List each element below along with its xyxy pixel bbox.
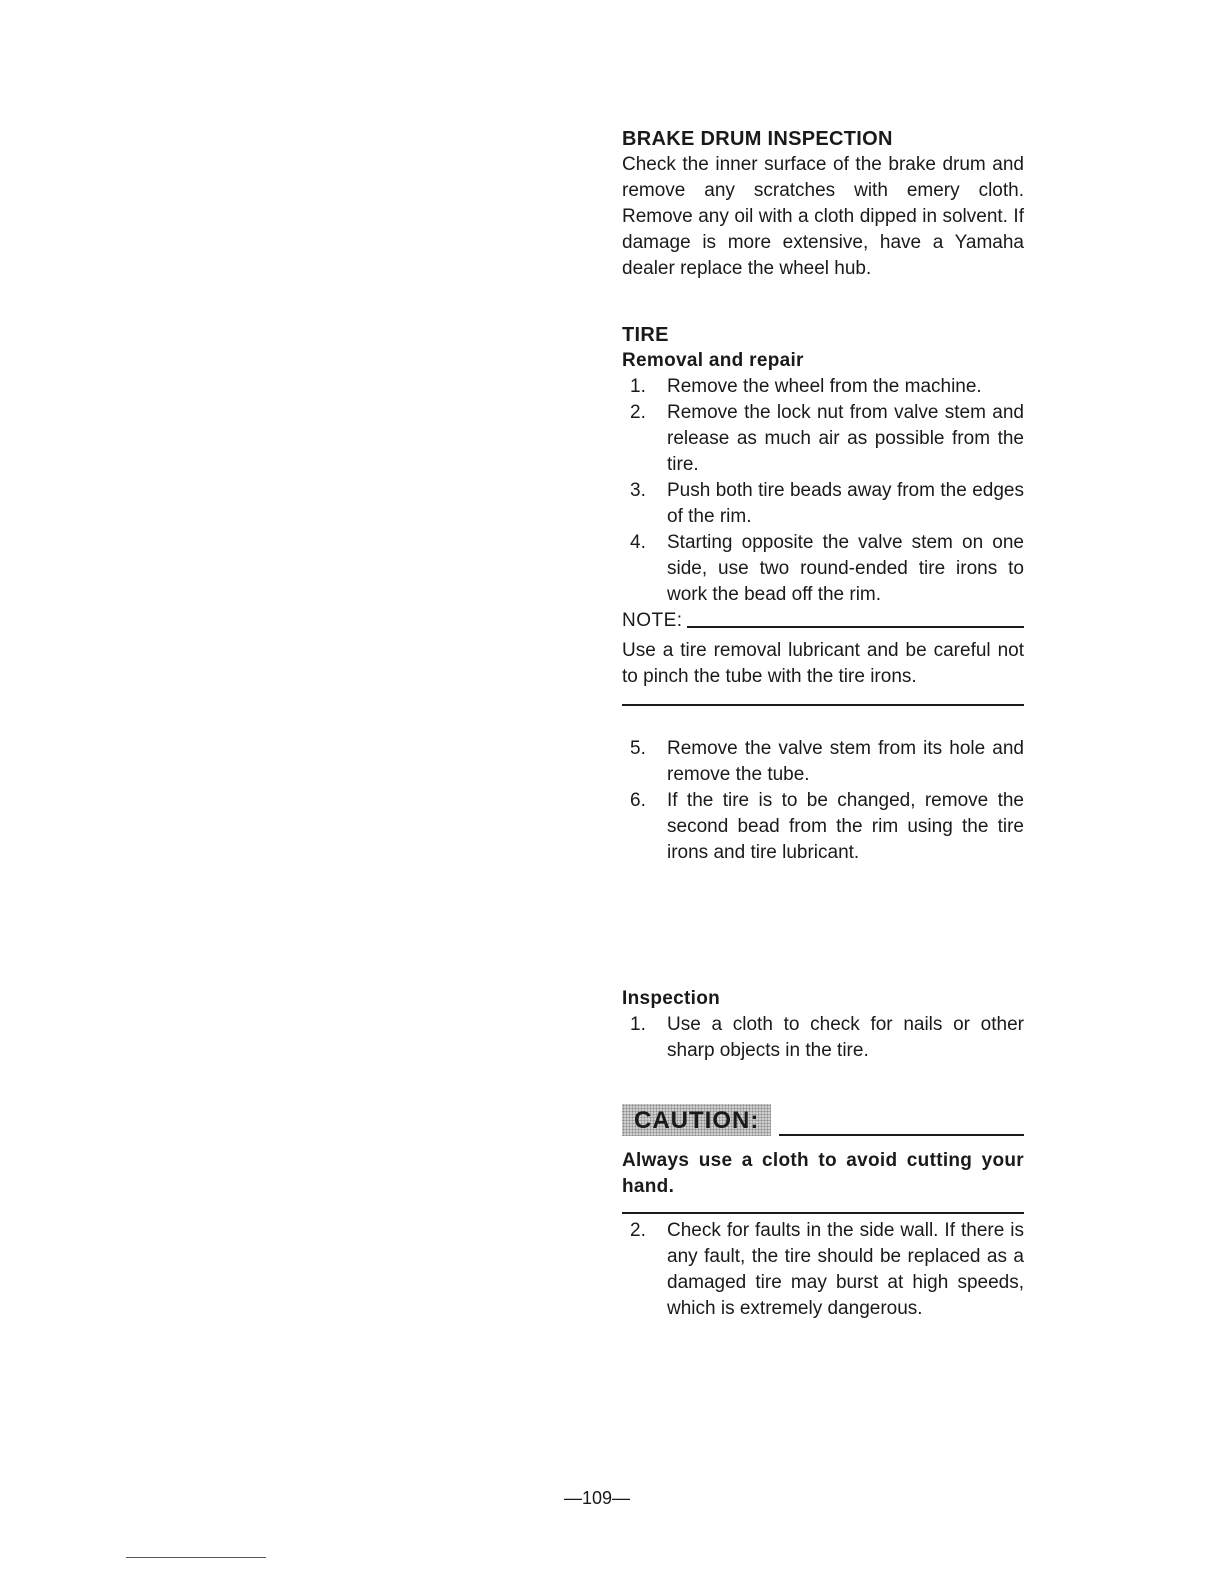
step-text: Remove the wheel from the machine. bbox=[667, 376, 982, 397]
list-item bbox=[622, 478, 1024, 530]
list-item bbox=[622, 1012, 1024, 1064]
step-text: Remove the lock nut from valve stem and release as much air as possible from the tire. bbox=[667, 402, 1024, 475]
tire-section bbox=[622, 322, 1024, 706]
caution-section bbox=[622, 1104, 1024, 1214]
list-item bbox=[622, 400, 1024, 478]
note-divider bbox=[687, 626, 1024, 628]
inspection-steps-list bbox=[622, 1012, 1024, 1064]
removal-steps-continued bbox=[622, 736, 1024, 866]
note-header bbox=[622, 608, 1024, 634]
step-number: 5. bbox=[630, 738, 646, 759]
step-number: 2. bbox=[630, 402, 646, 423]
list-item bbox=[622, 1218, 1024, 1322]
step-number: 2. bbox=[630, 1220, 646, 1241]
step-text: Starting opposite the valve stem on one side, use two round-ended tire irons to work the bead off the rim. bbox=[667, 532, 1024, 605]
caution-label: CAUTION: bbox=[622, 1104, 771, 1136]
step-number: 1. bbox=[630, 1014, 646, 1035]
brake-drum-text: Check the inner surface of the brake drum and remove any scratches with emery cloth. Remove any oil with a cloth dipped in solvent. If damage is more extensive, have a Yamaha dealer replace the wheel hub. bbox=[622, 154, 1024, 279]
step-text: Remove the valve stem from its hole and remove the tube. bbox=[667, 738, 1024, 785]
caution-header bbox=[622, 1104, 1024, 1136]
step-text: Use a cloth to check for nails or other sharp objects in the tire. bbox=[667, 1014, 1024, 1061]
footer-link-underline bbox=[126, 1557, 266, 1558]
tire-heading: TIRE bbox=[622, 324, 669, 346]
removal-steps-list bbox=[622, 374, 1024, 608]
note-end-divider bbox=[622, 704, 1024, 706]
step-number: 1. bbox=[630, 376, 646, 397]
step-number: 3. bbox=[630, 480, 646, 501]
list-item bbox=[622, 736, 1024, 788]
inspection-heading: Inspection bbox=[622, 988, 721, 1009]
removal-heading: Removal and repair bbox=[622, 350, 804, 371]
list-item bbox=[622, 788, 1024, 866]
caution-divider bbox=[779, 1134, 1024, 1136]
caution-text: Always use a cloth to avoid cutting your hand. bbox=[622, 1150, 1024, 1197]
note-label: NOTE: bbox=[622, 610, 683, 631]
list-item bbox=[622, 374, 1024, 400]
brake-drum-section bbox=[622, 126, 1024, 282]
inspection-steps-list-2 bbox=[622, 1218, 1024, 1322]
step-number: 4. bbox=[630, 532, 646, 553]
inspection-section bbox=[622, 986, 1024, 1064]
caution-end-divider bbox=[622, 1212, 1024, 1214]
step-text: Push both tire beads away from the edges of the rim. bbox=[667, 480, 1024, 527]
note-text: Use a tire removal lubricant and be careful not to pinch the tube with the tire irons. bbox=[622, 640, 1024, 687]
list-item bbox=[622, 530, 1024, 608]
page-number: —109— bbox=[563, 1488, 631, 1508]
removal-steps-list-2 bbox=[622, 736, 1024, 866]
inspection-steps-continued bbox=[622, 1218, 1024, 1322]
step-text: If the tire is to be changed, remove the second bead from the rim using the tire irons and tire lubricant. bbox=[667, 790, 1024, 863]
brake-drum-heading: BRAKE DRUM INSPECTION bbox=[622, 128, 893, 150]
step-number: 6. bbox=[630, 790, 646, 811]
step-text: Check for faults in the side wall. If there is any fault, the tire should be replaced as a damaged tire may burst at high speeds, which is extremely dangerous. bbox=[667, 1220, 1024, 1319]
